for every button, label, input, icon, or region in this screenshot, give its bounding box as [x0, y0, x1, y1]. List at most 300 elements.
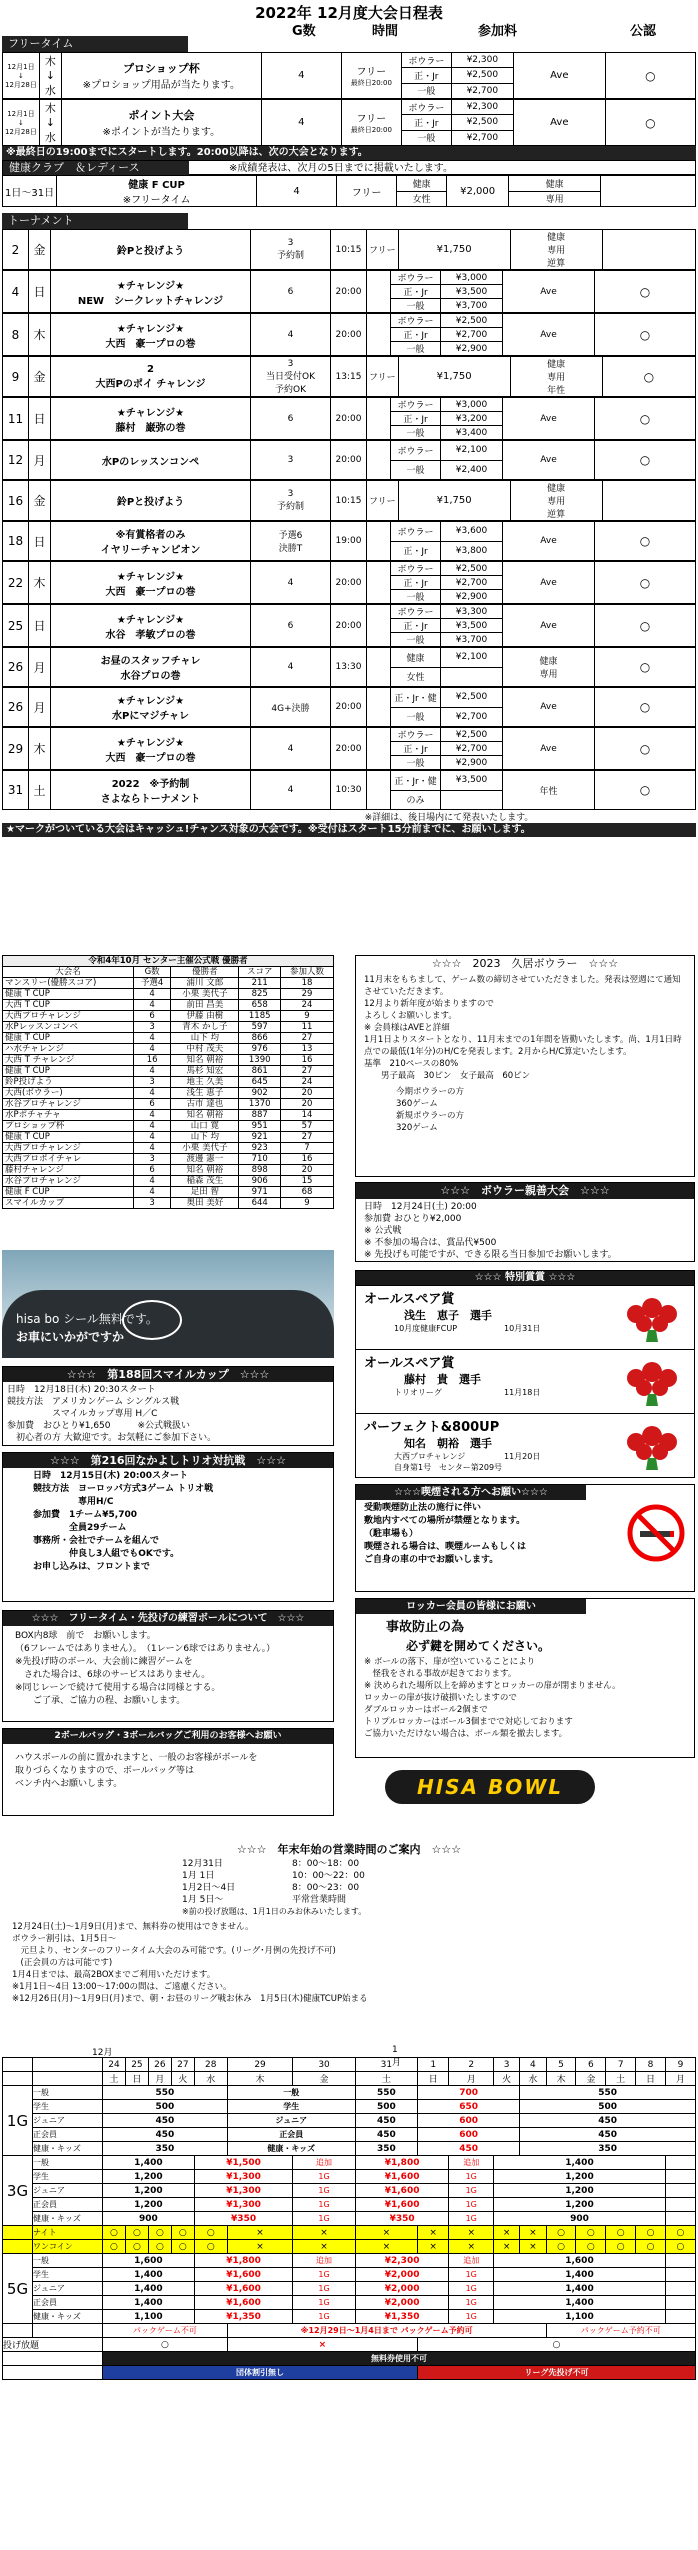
game-count: 3	[287, 238, 294, 248]
cal-rate-type: 健康・キッズ	[33, 2142, 103, 2156]
game-sub: 予約制	[276, 502, 304, 512]
cal-price: 1,400	[494, 2156, 666, 2170]
cal-price-special2: ¥1,800	[355, 2156, 449, 2170]
fee-type: 一般	[391, 707, 441, 727]
rank-cell: 水谷プロチャレンジ	[3, 1176, 134, 1187]
fee-price: ¥2,500	[441, 728, 503, 742]
cal-weekday: 木	[227, 2072, 293, 2086]
rank-cell: 24	[280, 1000, 333, 1011]
cal-price: 1,400	[494, 2268, 666, 2282]
cal-mark: ×	[417, 2226, 448, 2240]
text-line: ※ 会員様はAVEと詳細	[364, 1023, 450, 1033]
rank-cell: 4	[134, 1033, 171, 1044]
text-line: 11月末をもちまして、ゲーム数の締切させていただきました。発表は翌週にて通知させていただきます。	[364, 975, 681, 997]
event-note: ※プロショップ用品が当たります。	[82, 80, 241, 91]
cal-tsuika: 1G	[293, 2198, 355, 2212]
cal-tsuika: 1G	[293, 2268, 355, 2282]
cal-day: 4	[520, 2058, 546, 2072]
cal-mark: ○	[103, 2240, 126, 2254]
ave: Ave	[540, 620, 557, 631]
fee-type: 正・Jr	[401, 68, 451, 83]
cal-mark: ○	[417, 2338, 695, 2352]
official-mark: ○	[595, 271, 696, 313]
ave: Ave	[540, 286, 557, 297]
cal-day: 2	[449, 2058, 494, 2072]
rank-cell: 山下 均	[171, 1033, 239, 1044]
rank-cell: 13	[280, 1044, 333, 1055]
cal-price: 1,400	[494, 2296, 666, 2310]
official-mark: ○	[595, 522, 696, 561]
award-event: 大西プロチャレンジ	[394, 1452, 466, 1461]
game-count: 4G+決勝	[271, 703, 310, 714]
right-label: 逆算	[547, 259, 566, 269]
right-label: 健康	[547, 484, 566, 494]
free-rows	[2, 52, 696, 146]
event-weekday: 日	[29, 605, 51, 647]
fee-price: ¥1,750	[398, 357, 510, 397]
rank-cell: 951	[239, 1121, 280, 1132]
official-mark: ○	[595, 688, 696, 727]
cal-tsuika: 1G	[293, 2170, 355, 2184]
cal-tsuika: 1G	[449, 2310, 494, 2324]
text-line: 競技方法 ヨーロッパ方式3ゲーム トリオ戦	[33, 1484, 214, 1494]
time-free: フリー	[367, 230, 399, 270]
game-count: 3	[287, 489, 294, 499]
rank-cell: 898	[239, 1165, 280, 1176]
cal-mark: ×	[520, 2226, 546, 2240]
rank-cell: 68	[280, 1187, 333, 1198]
award-items	[356, 1285, 694, 1477]
award-date: 11月20日	[504, 1452, 541, 1461]
club-price: ¥2,000	[447, 176, 509, 207]
rank-cell: 1390	[239, 1055, 280, 1066]
game-count: 4	[287, 577, 294, 588]
cal-rate-type: 学生	[227, 2100, 355, 2114]
cal-tsuika: 1G	[293, 2296, 355, 2310]
event-time: 20:00	[331, 398, 367, 440]
ave: Ave	[540, 413, 557, 424]
event-weekday: 月	[29, 688, 51, 727]
cal-weekday: 日	[417, 2072, 448, 2086]
rank-cell: 4	[134, 1132, 171, 1143]
cal-rate-type: ジュニア	[33, 2282, 103, 2296]
cal-game-label: 3G	[3, 2156, 33, 2226]
cal-rate-type: 健康・キッズ	[33, 2212, 103, 2226]
game-count: 4	[287, 329, 294, 340]
event-name: ★チャレンジ★	[116, 323, 185, 335]
rank-cell: 3	[134, 1077, 171, 1088]
locker-h2: 必ず鍵を開めてください。	[406, 1639, 551, 1653]
fee-price: ¥2,500	[441, 562, 503, 576]
rank-cell: 825	[239, 989, 280, 1000]
rank-cell: 710	[239, 1154, 280, 1165]
game-sub: 当日受付OK	[266, 371, 315, 382]
cal-tsuika: 1G	[449, 2170, 494, 2184]
bowler-party-title: ☆☆☆ ボウラー親善大会 ☆☆☆	[356, 1183, 694, 1199]
schedule	[2, 36, 696, 837]
official-mark: ○	[595, 771, 696, 810]
cal-tsuika: 1G	[449, 2282, 494, 2296]
game-count: 3	[287, 358, 294, 369]
cal-weekday: 土	[103, 2072, 126, 2086]
cal-price-special: ¥1,800	[194, 2254, 293, 2268]
cal-price: 350	[355, 2142, 417, 2156]
club-g: 4	[257, 176, 337, 207]
cal-weekday: 土	[606, 2072, 636, 2086]
event-row	[2, 521, 696, 561]
rank-cell: 11	[280, 1022, 333, 1033]
fee-type: 女性	[391, 667, 441, 687]
arrow: ↓	[17, 71, 24, 80]
cal-rate-type: 健康・キッズ	[33, 2310, 103, 2324]
text-line: ※ 決められた場所以上を締めますとロッカーの扉が閉まりません。	[364, 1681, 621, 1691]
fee-price: ¥3,700	[441, 299, 503, 313]
event-name: ★チャレンジ★	[116, 696, 185, 707]
cal-price-special: 700	[417, 2086, 519, 2100]
rank-row	[3, 1099, 334, 1110]
official-mark: ○	[595, 398, 696, 440]
rank-row	[3, 1165, 334, 1176]
text-line: ダブルロッカーはボール2個まで	[364, 1705, 488, 1715]
fee-type: ボウラー	[391, 314, 441, 328]
rank-cell: 4	[134, 1000, 171, 1011]
rank-cell: 浦川 文郎	[171, 978, 239, 989]
event-name2: さよならトーナメント	[100, 794, 201, 805]
cal-table	[2, 2057, 696, 2380]
cal-price: 900	[103, 2212, 195, 2226]
ave: Ave	[540, 455, 557, 465]
fee-type: ボウラー	[401, 100, 451, 115]
text-line: BOX内8球 前で お願いします。	[15, 1631, 156, 1641]
rank-cell: 597	[239, 1022, 280, 1033]
event-name: ★チャレンジ★	[116, 571, 185, 583]
cal-mark: ×	[494, 2226, 520, 2240]
cal-price: 450	[355, 2114, 417, 2128]
rank-cell: 861	[239, 1066, 280, 1077]
fee-type: ボウラー	[391, 562, 441, 576]
right-label: 専用	[547, 246, 566, 256]
fee-price: ¥3,300	[441, 605, 503, 619]
rank-cell: 水Pレッスンコンペ	[3, 1022, 134, 1033]
time-header: 時間	[372, 24, 399, 39]
rank-cell: 27	[280, 1066, 333, 1077]
rank-row	[3, 1022, 334, 1033]
rank-cell: 健康 F CUP	[3, 1187, 134, 1198]
fee-price	[441, 667, 503, 687]
smile-cup-box	[2, 1366, 334, 1446]
text-line: 12月24日(土)～1月9日(月)まで、無料券の使用はできません。	[12, 1922, 254, 1932]
official-mark	[602, 230, 695, 270]
fee-price: ¥2,700	[451, 130, 513, 145]
fee-type: 一般	[391, 590, 441, 604]
cal-price: 1,100	[494, 2310, 666, 2324]
cal-mark: ×	[417, 2240, 448, 2254]
fee-price: ¥3,000	[441, 271, 503, 285]
fee-price: ¥1,750	[398, 230, 510, 270]
locker-box	[355, 1598, 695, 1758]
cal-pack1: パックゲーム不可	[103, 2324, 228, 2338]
fee-type: ボウラー	[391, 522, 441, 542]
cal-price: 550	[355, 2086, 417, 2100]
cal-tsuika: 1G	[449, 2268, 494, 2282]
cal-day: 1	[417, 2058, 448, 2072]
event-name: ※有賞格者のみ	[115, 530, 186, 541]
hours-time: 10：00～22：00	[292, 1871, 365, 1881]
fee-price: ¥2,500	[451, 68, 513, 83]
event-name: ★チャレンジ★	[116, 737, 185, 749]
fee-type: 一般	[391, 460, 441, 480]
bowler-body2	[356, 1084, 694, 1136]
fee-type: 一般	[391, 633, 441, 647]
text-line: ハウスボールの前に置かれますと、一般のお客様がボールを	[15, 1753, 258, 1763]
cal-tsuika: 1G	[293, 2282, 355, 2296]
cal-tsuika: 追加	[293, 2254, 355, 2268]
cal-weekday: 土	[355, 2072, 417, 2086]
cal-price-special2: ¥2,300	[355, 2254, 449, 2268]
cal-price-special: ¥1,300	[194, 2184, 293, 2198]
fee-price: ¥2,700	[441, 328, 503, 342]
rank-row	[3, 1154, 334, 1165]
event-weekday: 木	[29, 728, 51, 770]
event-time: 19:00	[331, 522, 367, 561]
cal-rate-type: 一般	[33, 2254, 103, 2268]
event-name: プロショップ杯	[122, 62, 200, 75]
cal-price-special2: ¥2,000	[355, 2268, 449, 2282]
text-line: （駐車場も）	[364, 1529, 419, 1539]
cal-rate-type: 学生	[33, 2100, 103, 2114]
rank-row	[3, 1132, 334, 1143]
fee-price: ¥2,400	[441, 460, 503, 480]
cal-rate-type: ジュニア	[33, 2184, 103, 2198]
cal-mark: ○	[194, 2226, 227, 2240]
cal-price: 1,400	[494, 2282, 666, 2296]
fee-price: ¥2,700	[441, 707, 503, 727]
right-label: 健康	[547, 360, 566, 370]
rank-cell: 1185	[239, 1011, 280, 1022]
rank-cell: 16	[280, 1055, 333, 1066]
cal-rate-type: 一般	[227, 2086, 355, 2100]
event-row	[2, 356, 696, 397]
rank-cell: 4	[134, 1110, 171, 1121]
event-weekday: 金	[29, 481, 51, 521]
cal-price-special2: ¥1,600	[355, 2198, 449, 2212]
event-day: 22	[3, 562, 29, 604]
fee-price: ¥2,300	[451, 53, 513, 68]
cal-mark: ○	[606, 2226, 636, 2240]
text-line: 専用H/C	[33, 1497, 114, 1507]
rank-cell: 小栗 美代子	[171, 989, 239, 1000]
fee-type: 一般	[401, 83, 451, 98]
event-row	[2, 397, 696, 440]
practice-box	[2, 1610, 334, 1722]
rank-cell: 971	[239, 1187, 280, 1198]
rank-cell: 渡邊 憲一	[171, 1154, 239, 1165]
event-name2: 大西 豪一プロの巻	[105, 586, 196, 598]
event-day: 11	[3, 398, 29, 440]
locker-h1: 事故防止の為	[386, 1620, 465, 1635]
fee-price: ¥3,600	[441, 522, 503, 542]
event-name2: 大西 豪一プロの巻	[105, 338, 196, 350]
event-name2: 藤村 巌弥の巻	[115, 422, 186, 434]
weekday: 水	[44, 131, 56, 144]
photo-line1: hisa bo シール無料です。	[16, 1312, 158, 1326]
fee-type: ボウラー	[391, 728, 441, 742]
cal-weekday: 火	[171, 2072, 194, 2086]
cal-mark: ○	[606, 2240, 636, 2254]
cal-price: 1,400	[103, 2156, 195, 2170]
bowler-box	[355, 955, 695, 1177]
bottom-note: ★マークがついている大会はキャッシュ!チャンス対象の大会です。※受付はスタート15分前までに、お願いします。	[2, 823, 696, 837]
page-title: 2022年 12月度大会日程表	[255, 4, 443, 22]
event-time: 13:15	[331, 357, 367, 397]
rank-row	[3, 1044, 334, 1055]
official-mark: ○	[605, 100, 695, 146]
fee-type: 健康	[391, 648, 441, 668]
cal-price: 450	[355, 2128, 417, 2142]
locker-body	[356, 1654, 694, 1742]
rank-cell: 658	[239, 1000, 280, 1011]
game-count: 4	[287, 785, 294, 795]
game-count: 6	[287, 620, 294, 631]
cal-tsuika: 1G	[449, 2212, 494, 2226]
rank-row	[3, 1077, 334, 1088]
award-heading: パーフェクト&800UP	[364, 1420, 500, 1435]
flower-icon	[622, 1294, 684, 1342]
cal-price: 1,200	[103, 2170, 195, 2184]
rank-cell: 6	[134, 1099, 171, 1110]
fee-type: ボウラー	[401, 53, 451, 68]
twoball-title: 2ボールバッグ・3ボールバッグご利用のお客様へお願い	[3, 1729, 333, 1744]
cal-day: 27	[171, 2058, 194, 2072]
fee-price: ¥2,900	[441, 756, 503, 770]
cal-mark: ×	[227, 2240, 293, 2254]
event-row	[2, 647, 696, 687]
text-line: スマイルカップ専用 H／C	[7, 1409, 158, 1419]
rank-col: 参加人数	[280, 967, 333, 978]
event-time: 20:00	[331, 728, 367, 770]
time-free: フリー	[367, 481, 399, 521]
cal-day: 26	[148, 2058, 171, 2072]
fee-header: 参加料	[478, 24, 518, 39]
trio-title: ☆☆☆ 第216回なかよしトリオ対抗戦 ☆☆☆	[3, 1453, 333, 1468]
right-label: 健康	[539, 657, 558, 667]
rank-cell: 健康 T CUP	[3, 989, 134, 1000]
official-mark: ○	[595, 314, 696, 356]
rank-cell: 20	[280, 1165, 333, 1176]
cal-rate-type: 一般	[33, 2086, 103, 2100]
text-line: 男子最高 30ピン 女子最高 60ピン	[364, 1071, 531, 1081]
event-name: ★チャレンジ★	[116, 280, 185, 292]
rank-col: G数	[134, 967, 171, 978]
text-line: 喫煙される場合は、喫煙ルームもしくは	[364, 1542, 527, 1552]
cal-pack3: パックゲーム予約不可	[546, 2324, 695, 2338]
text-line: ボウラー割引は、1月5日～	[12, 1934, 117, 1944]
rank-cell: 14	[280, 1110, 333, 1121]
rank-cell: 9	[280, 1011, 333, 1022]
rank-cell: 16	[134, 1055, 171, 1066]
cal-mark: ×	[355, 2240, 417, 2254]
event-time: 20:00	[331, 271, 367, 313]
fee-price: ¥3,500	[441, 619, 503, 633]
cal-mark: ×	[494, 2240, 520, 2254]
award-date: 11月18日	[504, 1388, 541, 1397]
cal-game-label: 1G	[3, 2086, 33, 2156]
rank-col: スコア	[239, 967, 280, 978]
cal-weekday: 水	[194, 2072, 227, 2086]
text-line: 初心者の方 大歓迎です。お気軽にご参加下さい。	[7, 1433, 217, 1443]
cal-price: 1,400	[103, 2282, 195, 2296]
cal-rate-type: 正会員	[227, 2128, 355, 2142]
event-row	[2, 229, 696, 270]
event-weekday: 木	[29, 314, 51, 356]
cal-rate-type: ジュニア	[33, 2114, 103, 2128]
rank-cell: マンスリー(優勝スコア)	[3, 978, 134, 989]
game-count: 6	[287, 413, 294, 424]
event-day: 29	[3, 728, 29, 770]
text-line: トリプルロッカーはボール3個までで対応しております	[364, 1717, 573, 1727]
flower-icon	[622, 1358, 684, 1406]
fee-type: 正・Jr	[401, 115, 451, 130]
cal-price-special2: ¥350	[355, 2212, 449, 2226]
event-time: 20:00	[331, 605, 367, 647]
event-name: ★チャレンジ★	[116, 614, 185, 626]
cal-month1: 12月	[92, 2048, 113, 2058]
text-line: 競技方法 アメリカンゲーム シングルス戦	[7, 1397, 180, 1407]
rank-cell: 3	[134, 1022, 171, 1033]
right-label: 専用	[539, 670, 558, 680]
event-name2: NEW シークレットチャレンジ	[77, 295, 224, 307]
time-free: フリー	[367, 357, 399, 397]
rank-row	[3, 1055, 334, 1066]
twoball-box	[2, 1728, 334, 1816]
cal-mark: ○	[194, 2240, 227, 2254]
date-to: 12月28日	[5, 127, 37, 136]
rank-cell: 大西 T チャレンジ	[3, 1055, 134, 1066]
fee-type: 正・Jr	[391, 742, 441, 756]
text-line: 参加費 おひとり¥2,000	[364, 1214, 462, 1224]
rank-cell: 伊藤 由樹	[171, 1011, 239, 1022]
event-time: 10:15	[331, 230, 367, 270]
event-time: 10:30	[331, 771, 367, 810]
fee-type: ボウラー	[391, 441, 441, 461]
event-time: 13:30	[331, 648, 367, 687]
text-line: 日時 12月24日(土) 20:00	[364, 1202, 477, 1212]
text-line: ※ 不参加の場合は、賞品代¥500	[364, 1238, 497, 1248]
cal-price: 550	[103, 2086, 228, 2100]
event-weekday: 月	[29, 648, 51, 687]
fee-type: ボウラー	[391, 605, 441, 619]
event-name: 2022 ※予約制	[111, 779, 190, 790]
cal-mark: ○	[171, 2226, 194, 2240]
smoke-box	[355, 1484, 695, 1592]
event-row	[2, 561, 696, 604]
rank-cell: 地主 久美	[171, 1077, 239, 1088]
event-name2: 水Pにマジチャレ	[111, 711, 190, 722]
text-line: 全員29チーム	[33, 1523, 127, 1533]
event-day: 4	[3, 271, 29, 313]
rank-cell: 鈴P投げよう	[3, 1077, 134, 1088]
right-label: 専用	[547, 497, 566, 507]
game-count: 4	[287, 743, 294, 754]
cal-weekday: 金	[576, 2072, 606, 2086]
fee-type: 正・Jr	[391, 541, 441, 561]
rank-cell: 4	[134, 1044, 171, 1055]
cal-mark: ○	[103, 2226, 126, 2240]
fee-price: ¥3,800	[441, 541, 503, 561]
cal-mark: ○	[148, 2226, 171, 2240]
award-heading: オールスペア賞	[364, 1356, 455, 1371]
cal-price: 450	[103, 2128, 228, 2142]
